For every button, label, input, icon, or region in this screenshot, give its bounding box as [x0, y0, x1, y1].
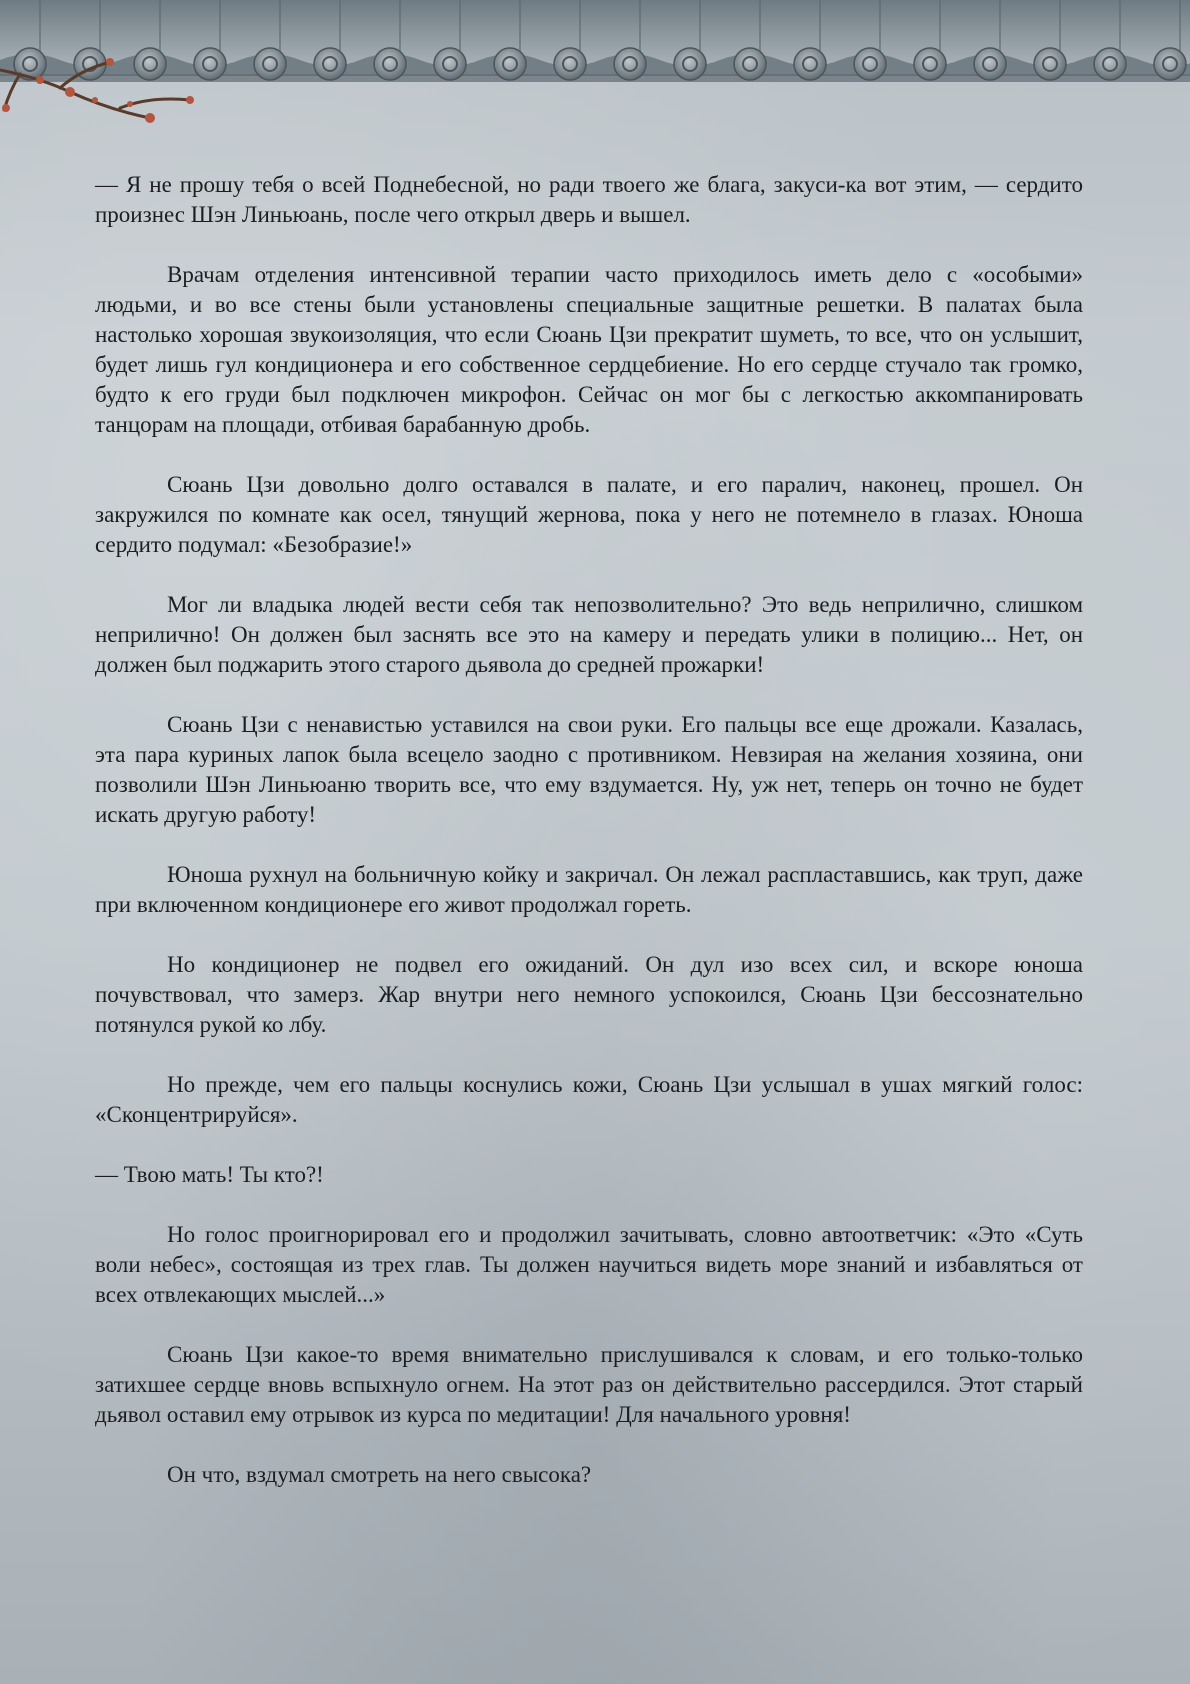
- paragraph: — Твою мать! Ты кто?!: [95, 1162, 324, 1187]
- paragraph: — Я не прошу тебя о всей Поднебесной, но ради твоего же блага, закуси-ка вот этим, — сердито произнес Шэн Линьюань, после чего открыл дверь и вышел.: [95, 172, 1083, 227]
- paragraph: Но кондиционер не подвел его ожиданий. Он дул изо всех сил, и вскоре юноша почувствовал, что замерз. Жар внутри него немного успокоился, Сюань Цзи бессознательно потянулся рукой ко лбу.: [95, 952, 1083, 1037]
- paragraph: Сюань Цзи с ненавистью уставился на свои руки. Его пальцы все еще дрожали. Казалась, эта пара куриных лапок была всецело заодно с противником. Невзирая на желания хозяина, они позволили Шэн Линьюаню творить все, что ему вздумается. Ну, уж нет, теперь он точно не будет искать другую работу!: [95, 712, 1083, 827]
- paragraph: Но прежде, чем его пальцы коснулись кожи, Сюань Цзи услышал в ушах мягкий голос: «Сконцентрируйся».: [95, 1072, 1083, 1127]
- paragraph: Он что, вздумал смотреть на него свысока?: [167, 1462, 592, 1487]
- page-text: [95, 170, 1083, 1520]
- paragraph: Сюань Цзи довольно долго оставался в палате, и его паралич, наконец, прошел. Он закружился по комнате как осел, тянущий жернова, пока у него не потемнело в глазах. Юноша сердито подумал: «Безобразие!»: [95, 472, 1083, 557]
- paragraph: Врачам отделения интенсивной терапии часто приходилось иметь дело с «особыми» людьми, и во все стены были установлены специальные защитные решетки. В палатах была настолько хорошая звукоизоляция, что если Сюань Цзи прекратит шуметь, то все, что он услышит, будет лишь гул кондиционера и его собственное сердцебиение. Но его сердце стучало так громко, будто к его груди был подключен микрофон. Сейчас он мог бы с легкостью аккомпанировать танцорам на площади, отбивая барабанную дробь.: [95, 262, 1083, 437]
- paragraph: Мог ли владыка людей вести себя так непозволительно? Это ведь неприлично, слишком неприлично! Он должен был заснять все это на камеру и передать улики в полицию... Нет, он должен был поджарить этого старого дьявола до средней прожарки!: [95, 592, 1083, 677]
- paragraph: Юноша рухнул на больничную койку и закричал. Он лежал распластавшись, как труп, даже при включенном кондиционере его живот продолжал гореть.: [95, 862, 1083, 917]
- tiled-roof-decoration: [0, 0, 1190, 140]
- paragraph: Сюань Цзи какое-то время внимательно прислушивался к словам, и его только-только затихшее сердце вновь вспыхнуло огнем. На этот раз он действительно рассердился. Этот старый дьявол оставил ему отрывок из курса по медитации! Для начального уровня!: [95, 1342, 1083, 1427]
- paragraph: Но голос проигнорировал его и продолжил зачитывать, словно автоответчик: «Это «Суть воли небес», состоящая из трех глав. Ты должен научиться видеть море знаний и избавляться от всех отвлекающих мыслей...»: [95, 1222, 1083, 1307]
